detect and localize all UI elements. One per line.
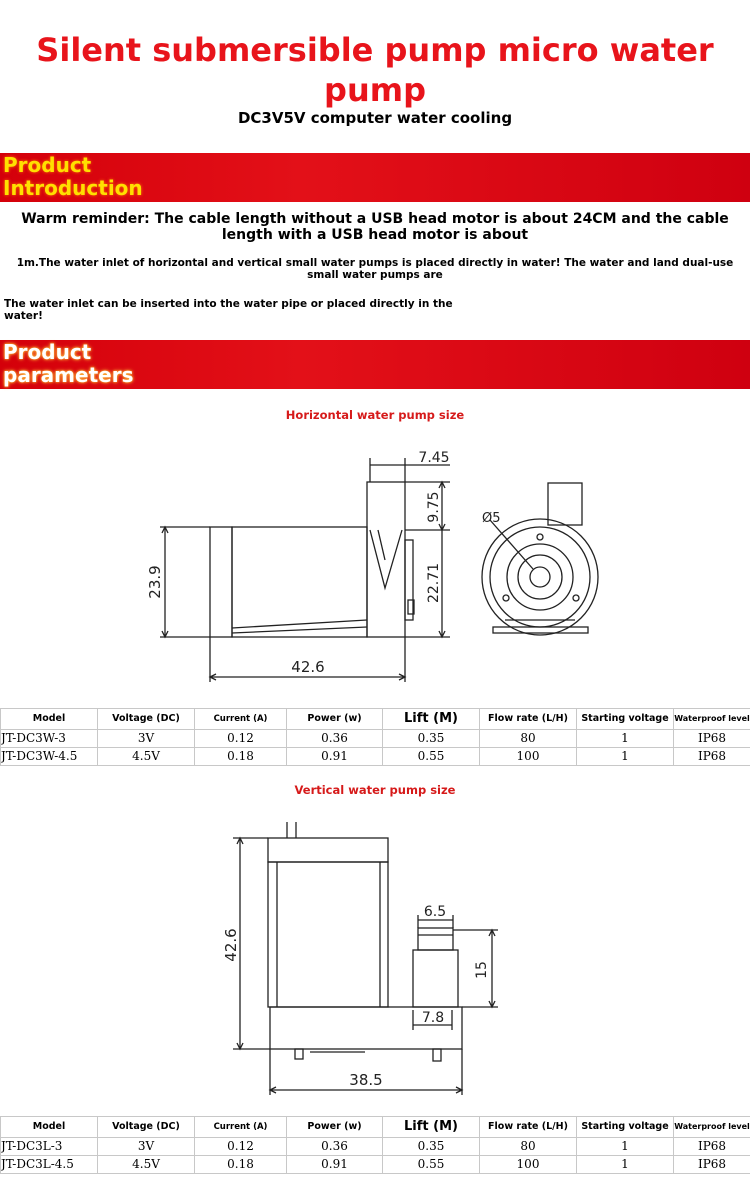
header-lift: Lift (M) <box>383 1117 480 1138</box>
page-title: Silent submersible pump micro water pump <box>36 31 714 109</box>
cell-flow: 100 <box>480 748 577 766</box>
table-row <box>1 1138 750 1156</box>
vertical-spec-table <box>0 1116 750 1174</box>
header-voltage: Voltage (DC) <box>98 1117 195 1138</box>
table-header-row <box>1 709 750 730</box>
intro-paragraph-2: The water inlet can be inserted into the water pipe or placed directly in the water! <box>4 298 453 322</box>
v-dim-inlet: 7.8 <box>421 1010 445 1026</box>
cell-model: JT-DC3W-4.5 <box>1 748 98 766</box>
header-voltage: Voltage (DC) <box>98 709 195 730</box>
cell-lift: 0.35 <box>383 730 480 748</box>
header-current: Current (A) <box>195 1117 287 1138</box>
header-flow: Flow rate (L/H) <box>480 1117 577 1138</box>
horizontal-pump-side-view <box>210 482 414 637</box>
cell-current: 0.12 <box>195 730 287 748</box>
table-row <box>1 748 750 766</box>
header-model: Model <box>1 1117 98 1138</box>
vertical-caption: Vertical water pump size <box>294 783 456 797</box>
v-dim-outlet-width: 6.5 <box>423 904 447 920</box>
cell-lift: 0.55 <box>383 1156 480 1174</box>
cell-power: 0.36 <box>287 730 383 748</box>
cell-current: 0.12 <box>195 1138 287 1156</box>
horizontal-spec-table <box>0 708 750 766</box>
dim-length: 42.6 <box>291 658 325 676</box>
cell-lift: 0.35 <box>383 1138 480 1156</box>
cell-waterproof: IP68 <box>674 748 750 766</box>
header-power: Power (w) <box>287 709 383 730</box>
cell-starting: 1 <box>577 748 674 766</box>
cell-model: JT-DC3L-4.5 <box>1 1156 98 1174</box>
cell-power: 0.91 <box>287 748 383 766</box>
table-row <box>1 1156 750 1174</box>
intro-paragraph-1: 1m.The water inlet of horizontal and vertical small water pumps is placed directly in water! The water and land dual-use small water pumps are <box>16 257 734 281</box>
params-banner-line2: parameters <box>3 363 134 387</box>
cell-model: JT-DC3W-3 <box>1 730 98 748</box>
cell-flow: 100 <box>480 1156 577 1174</box>
page-subtitle: DC3V5V computer water cooling <box>237 109 513 127</box>
cell-starting: 1 <box>577 1156 674 1174</box>
header-model: Model <box>1 709 98 730</box>
header-waterproof: Waterproof level <box>674 1117 750 1138</box>
header-lift: Lift (M) <box>383 709 480 730</box>
cell-voltage: 4.5V <box>98 1156 195 1174</box>
v-dim-outlet-height: 15 <box>474 961 490 979</box>
intro-banner-line2: Introduction <box>3 176 143 200</box>
warm-reminder: Warm reminder: The cable length without a USB head motor is about 24CM and the cable length with a USB head motor is about <box>21 211 729 243</box>
cell-power: 0.36 <box>287 1138 383 1156</box>
table-row <box>1 730 750 748</box>
cell-voltage: 3V <box>98 730 195 748</box>
cell-flow: 80 <box>480 730 577 748</box>
cell-voltage: 3V <box>98 1138 195 1156</box>
cell-voltage: 4.5V <box>98 748 195 766</box>
table-header-row <box>1 1117 750 1138</box>
v-dim-height: 42.6 <box>222 928 240 962</box>
intro-section-banner <box>0 153 750 202</box>
vertical-pump-drawing <box>0 815 750 1105</box>
dim-top: 7.45 <box>418 450 450 466</box>
header-starting: Starting voltage <box>577 1117 674 1138</box>
cell-waterproof: IP68 <box>674 1138 750 1156</box>
cell-flow: 80 <box>480 1138 577 1156</box>
intro-banner-line1: Product <box>3 153 92 177</box>
dim-right: 22.71 <box>426 562 442 604</box>
cell-current: 0.18 <box>195 748 287 766</box>
cell-power: 0.91 <box>287 1156 383 1174</box>
horizontal-caption: Horizontal water pump size <box>285 408 465 422</box>
cell-lift: 0.55 <box>383 748 480 766</box>
cell-waterproof: IP68 <box>674 730 750 748</box>
v-dim-width: 38.5 <box>349 1071 383 1089</box>
dim-diameter: Ø5 <box>482 511 501 526</box>
cell-starting: 1 <box>577 1138 674 1156</box>
dim-upper: 9.75 <box>426 491 442 523</box>
params-section-banner <box>0 340 750 389</box>
header-starting: Starting voltage <box>577 709 674 730</box>
cell-waterproof: IP68 <box>674 1156 750 1174</box>
header-flow: Flow rate (L/H) <box>480 709 577 730</box>
params-banner-line1: Product <box>3 340 92 364</box>
cell-model: JT-DC3L-3 <box>1 1138 98 1156</box>
header-waterproof: Waterproof level <box>674 709 750 730</box>
horizontal-pump-front-view <box>482 483 598 635</box>
cell-current: 0.18 <box>195 1156 287 1174</box>
header-current: Current (A) <box>195 709 287 730</box>
horizontal-pump-drawing <box>0 430 750 700</box>
header-power: Power (w) <box>287 1117 383 1138</box>
dim-height: 23.9 <box>146 565 164 599</box>
cell-starting: 1 <box>577 730 674 748</box>
